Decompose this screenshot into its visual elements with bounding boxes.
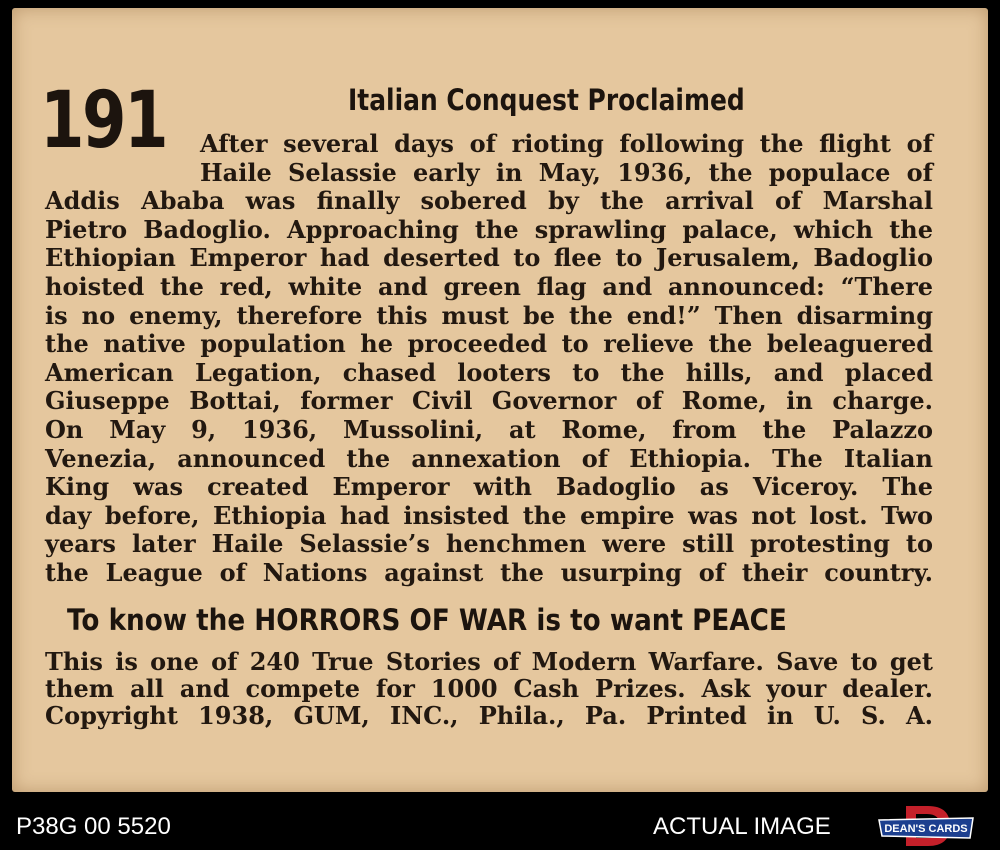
story-line: King was created Emperor with Badoglio as Viceroy. The xyxy=(45,472,933,502)
story-line: years later Haile Selassie’s henchmen were still protesting to xyxy=(45,529,933,559)
footer-line: them all and compete for 1000 Cash Prizes. Ask your dealer. xyxy=(45,674,933,703)
story-line: American Legation, chased looters to the hills, and placed xyxy=(45,357,933,387)
story-line: the native population he proceeded to relieve the beleaguered xyxy=(45,329,933,359)
card-number: 191 xyxy=(40,76,167,166)
item-code: P38G 00 5520 xyxy=(16,813,171,840)
story-line: Addis Ababa was finally sobered by the arrival of Marshal xyxy=(45,186,933,216)
story-line: hoisted the red, white and green flag and announced: “There xyxy=(45,272,933,301)
story-line: Venezia, announced the annexation of Ethiopia. The Italian xyxy=(45,443,933,473)
footer-line: Copyright 1938, GUM, INC., Phila., Pa. Printed in U. S. A. xyxy=(45,701,933,730)
story-line: is no enemy, therefore this must be the end!” Then disarming xyxy=(45,300,933,330)
story-line: Ethiopian Emperor had deserted to flee to Jerusalem, Badoglio xyxy=(45,243,933,273)
story-line: day before, Ethiopia had insisted the empire was not lost. Two xyxy=(45,500,933,530)
deans-cards-logo xyxy=(876,804,976,848)
story-title: Italian Conquest Proclaimed xyxy=(348,83,745,117)
card-back xyxy=(12,8,988,792)
svg-text:DEAN'S CARDS: DEAN'S CARDS xyxy=(884,823,968,835)
story-line: the League of Nations against the usurping of their country. xyxy=(45,558,933,587)
slogan: To know the HORRORS OF WAR is to want PEACE xyxy=(67,603,787,637)
actual-image-label: ACTUAL IMAGE xyxy=(653,813,831,840)
story-line: On May 9, 1936, Mussolini, at Rome, from the Palazzo xyxy=(45,415,933,444)
footer-line: This is one of 240 True Stories of Modern Warfare. Save to get xyxy=(45,647,933,676)
story-line: Haile Selassie early in May, 1936, the populace of xyxy=(200,157,933,187)
story-line: After several days of rioting following the flight of xyxy=(200,129,933,158)
image-caption-bar xyxy=(0,800,1000,850)
story-line: Pietro Badoglio. Approaching the sprawling palace, which the xyxy=(45,214,933,244)
story-line: Giuseppe Bottai, former Civil Governor of Rome, in charge. xyxy=(45,386,933,416)
